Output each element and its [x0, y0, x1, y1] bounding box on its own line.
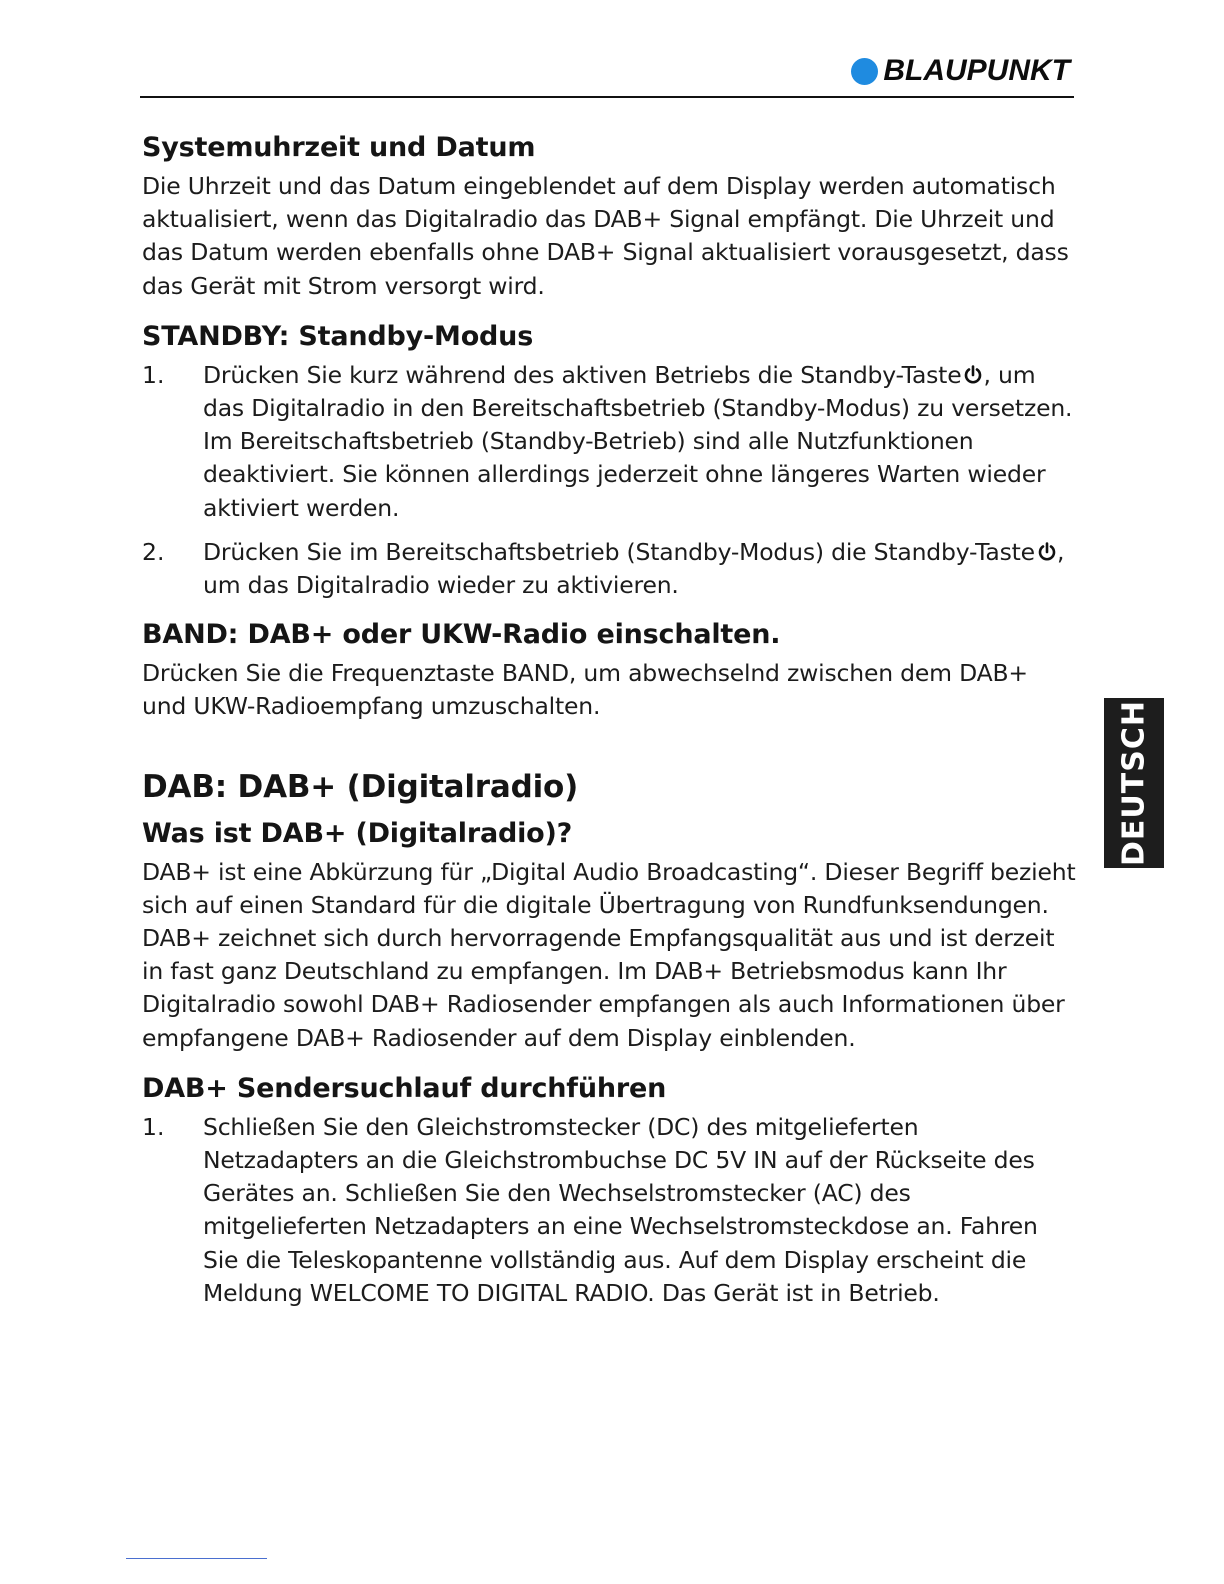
- page-content: [142, 126, 1077, 1321]
- sendersuchlauf-steps: [142, 1111, 1077, 1310]
- step-text: Drücken Sie kurz während des aktiven Betriebs die Standby-Taste , um das Digitalradio in den Bereitschaftsbetrieb (Standby-Modus) zu versetzen. Im Bereitschaftsbetrieb (Standby-Betrieb) sind alle Nutzfunktionen deaktiviert. Sie können allerdings jederzeit ohne längeres Warten wieder aktiviert werden.: [203, 360, 1073, 522]
- brand-dot-icon: [851, 58, 878, 85]
- step-number: 2.: [142, 537, 165, 566]
- language-tab-label: DEUTSCH: [1116, 700, 1152, 866]
- page-header: [140, 52, 1074, 98]
- section-text-systemuhrzeit: Die Uhrzeit und das Datum eingeblendet auf dem Display werden automatisch aktualisiert, wenn das Digitalradio das DAB+ Signal empfängt. Die Uhrzeit und das Datum werden ebenfalls ohne DAB+ Signal aktualisiert vorausgesetzt, dass das Gerät mit Strom versorgt wird.: [142, 172, 1069, 300]
- language-tab: [1104, 698, 1164, 868]
- step-number: 1.: [142, 1112, 165, 1141]
- brand-logo: [851, 54, 1070, 88]
- section-subtitle-dab: Was ist DAB+ (Digitalradio)?: [142, 817, 573, 849]
- section-text-band: Drücken Sie die Frequenztaste BAND, um abwechselnd zwischen dem DAB+ und UKW-Radioempfang umzuschalten.: [142, 659, 1028, 721]
- footer-divider: [126, 1558, 267, 1559]
- section-title-systemuhrzeit: Systemuhrzeit und Datum: [142, 132, 536, 163]
- step-text: Drücken Sie im Bereitschaftsbetrieb (Standby-Modus) die Standby-Taste , um das Digitalradio wieder zu aktivieren.: [203, 537, 1065, 600]
- list-item: [142, 536, 1077, 602]
- step-text: Schließen Sie den Gleichstromstecker (DC) des mitgelieferten Netzadapters an die Gleichstrombuchse DC 5V IN auf der Rückseite des Gerätes an. Schließen Sie den Wechselstromstecker (AC) des mitgelieferten Netzadapters an eine Wechselstromsteckdose an. Fahren Sie die Teleskopantenne vollständig aus. Auf dem Display erscheint die Meldung WELCOME TO DIGITAL RADIO. Das Gerät ist in Betrieb.: [203, 1112, 1038, 1307]
- list-item: [142, 359, 1077, 525]
- section-title-standby: STANDBY: Standby-Modus: [142, 320, 534, 352]
- list-item: [142, 1111, 1077, 1310]
- power-icon: [963, 365, 983, 385]
- standby-steps: [142, 359, 1077, 602]
- section-title-sendersuchlauf: DAB+ Sendersuchlauf durchführen: [142, 1072, 667, 1104]
- step-number: 1.: [142, 360, 165, 389]
- section-text-dab: DAB+ ist eine Abkürzung für „Digital Audio Broadcasting“. Dieser Begriff bezieht sich auf einen Standard für die digitale Übertragung von Rundfunksendungen. DAB+ zeichnet sich durch hervorragende Empfangsqualität aus und ist derzeit in fast ganz Deutschland zu empfangen. Im DAB+ Betriebsmodus kann Ihr Digitalradio sowohl DAB+ Radiosender empfangen als auch Informationen über empfangene DAB+ Radiosender auf dem Display einblenden.: [142, 857, 1076, 1052]
- brand-name: BLAUPUNKT: [883, 54, 1070, 87]
- power-icon: [1037, 542, 1057, 562]
- section-title-band: BAND: DAB+ oder UKW-Radio einschalten.: [142, 619, 781, 651]
- section-title-dab: DAB: DAB+ (Digitalradio): [142, 768, 579, 805]
